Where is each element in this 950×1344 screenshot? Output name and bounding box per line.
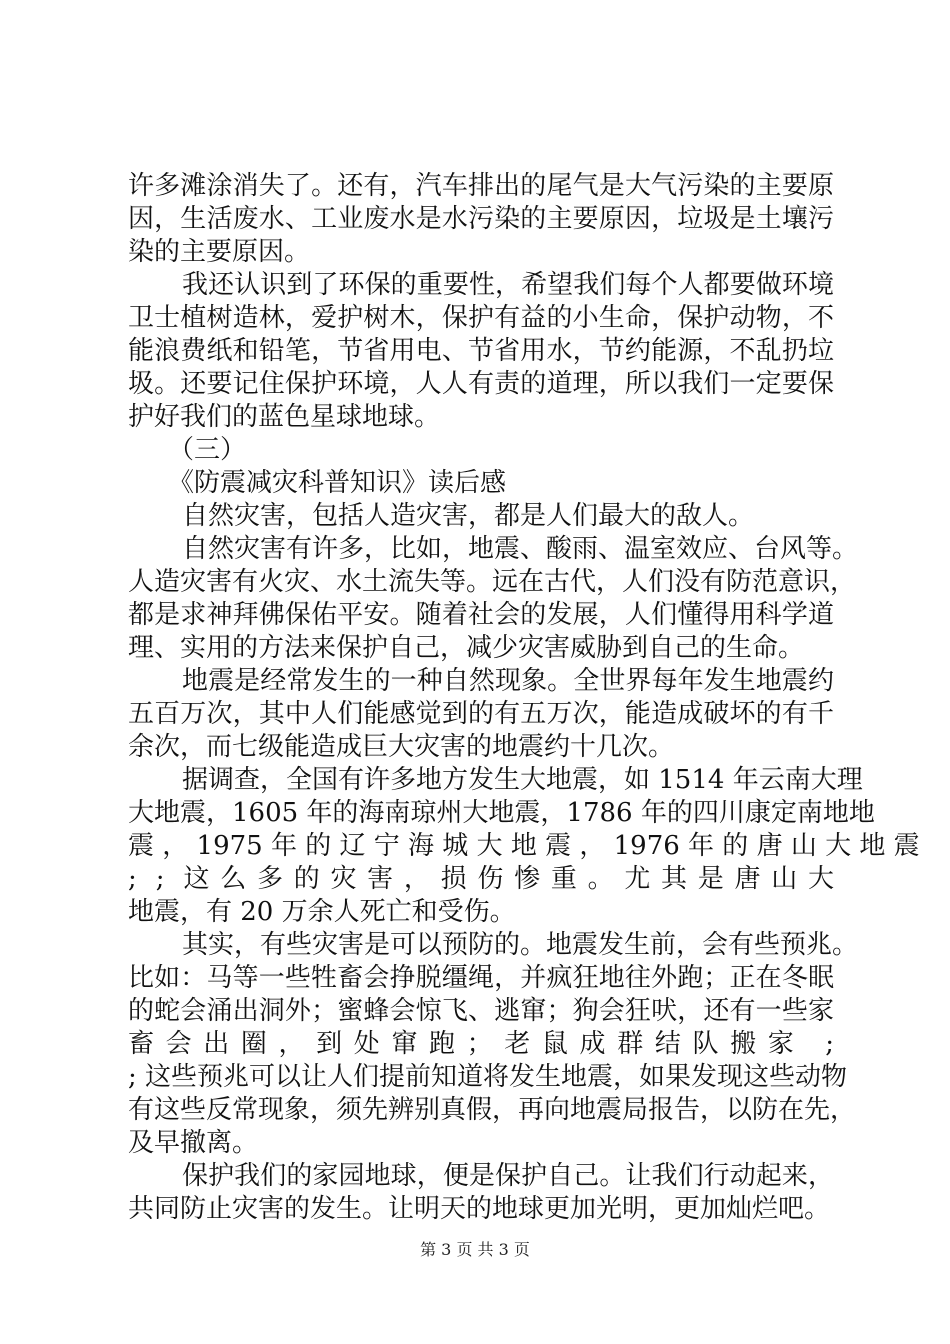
text-line: （三） xyxy=(168,435,247,465)
text-line: 自然灾害有许多，比如，地震、酸雨、温室效应、台风等。 xyxy=(182,534,859,564)
text-line: 震 ， 1975 年 的 辽 宁 海 城 大 地 震 ， 1976 年 的 唐 山 大 地 震 xyxy=(128,831,920,861)
text-line: 因，生活废水、工业废水是水污染的主要原因，垃圾是土壤污 xyxy=(128,204,834,234)
text-line: 五百万次，其中人们能感觉到的有五万次，能造成破坏的有千 xyxy=(128,699,834,729)
text-line: 护好我们的蓝色星球地球。 xyxy=(128,402,441,432)
text-line: 理、实用的方法来保护自己，减少灾害威胁到自己的生命。 xyxy=(128,633,805,663)
text-line: 大地震，1605 年的海南琼州大地震，1786 年的四川康定南地地 xyxy=(128,798,875,828)
text-line: 比如：马等一些牲畜会挣脱缰绳，并疯狂地往外跑；正在冬眠 xyxy=(128,963,834,993)
text-line: 有这些反常现象，须先辨别真假，再向地震局报告，以防在先， xyxy=(128,1095,857,1125)
text-line: 地震，有 20 万余人死亡和受伤。 xyxy=(128,897,516,927)
text-line: 卫士植树造林，爱护树木，保护有益的小生命，保护动物，不 xyxy=(128,303,834,333)
text-line: ; ; 这么多的灾害，损伤惨重。尤其是唐山大 xyxy=(128,864,834,894)
text-line: 余次，而七级能造成巨大灾害的地震约十几次。 xyxy=(128,732,675,762)
text-line: 的蛇会涌出洞外；蜜蜂会惊飞、逃窜；狗会狂吠，还有一些家 xyxy=(128,996,834,1026)
text-line: 《防震减灾科普知识》读后感 xyxy=(168,468,507,498)
document-body xyxy=(128,170,920,1226)
text-line: 其实，有些灾害是可以预防的。地震发生前，会有些预兆。 xyxy=(182,930,859,960)
text-line: 共同防止灾害的发生。让明天的地球更加光明，更加灿烂吧。 xyxy=(128,1194,831,1224)
text-line: 圾。还要记住保护环境，人人有责的道理，所以我们一定要保 xyxy=(128,369,834,399)
text-line: 保护我们的家园地球，便是保护自己。让我们行动起来， xyxy=(182,1161,834,1191)
text-line: 人造灾害有火灾、水土流失等。远在古代，人们没有防范意识， xyxy=(128,567,857,597)
text-line: 及早撤离。 xyxy=(128,1128,259,1158)
text-line: 据调查，全国有许多地方发生大地震，如 1514 年云南大理 xyxy=(182,765,863,795)
text-line: 自然灾害，包括人造灾害，都是人们最大的敌人。 xyxy=(182,501,755,531)
text-line: 畜会出圈，到处窜跑；老鼠成群结队搬家 ; xyxy=(128,1029,834,1059)
text-line: 染的主要原因。 xyxy=(128,237,311,267)
page-footer: 第 3 页 共 3 页 xyxy=(420,1240,530,1259)
text-line: 我还认识到了环保的重要性，希望我们每个人都要做环境 xyxy=(182,270,834,300)
text-line: 许多滩涂消失了。还有，汽车排出的尾气是大气污染的主要原 xyxy=(128,171,834,201)
text-line: ; 这些预兆可以让人们提前知道将发生地震，如果发现这些动物 xyxy=(128,1062,848,1092)
text-line: 都是求神拜佛保佑平安。随着社会的发展，人们懂得用科学道 xyxy=(128,600,834,630)
text-line: 地震是经常发生的一种自然现象。全世界每年发生地震约 xyxy=(182,666,834,696)
text-line: 能浪费纸和铅笔，节省用电、节省用水，节约能源，不乱扔垃 xyxy=(128,336,834,366)
